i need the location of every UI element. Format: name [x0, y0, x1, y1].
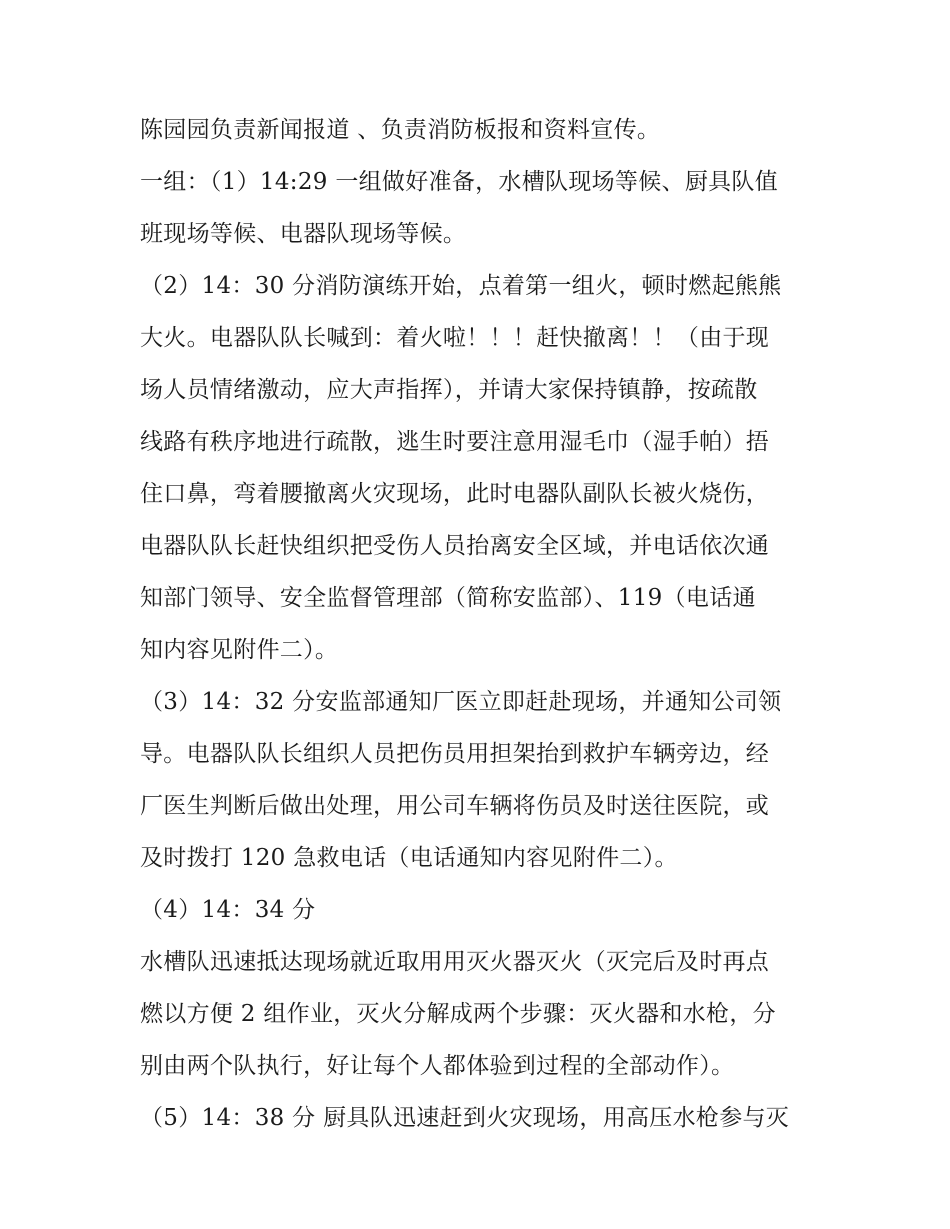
text-line: 电器队队长赶快组织把受伤人员抬离安全区域，并电话依次通	[140, 533, 770, 559]
text-line: 水槽队迅速抵达现场就近取用用灭火器灭火（灭完后及时再点	[140, 949, 770, 975]
text-line: （4）14：34 分	[140, 897, 316, 923]
text-line: （5）14：38 分 厨具队迅速赶到火灾现场，用高压水枪参与灭	[140, 1105, 790, 1131]
text-line: 别由两个队执行，好让每个人都体验到过程的全部动作）。	[140, 1053, 735, 1079]
text-line: 陈园园负责新闻报道 、负责消防板报和资料宣传。	[140, 117, 661, 143]
text-line: 燃以方便 2 组作业，灭火分解成两个步骤：灭火器和水枪，分	[140, 1001, 776, 1027]
text-line: 厂医生判断后做出处理，用公司车辆将伤员及时送往医院，或	[140, 793, 770, 819]
document-body	[140, 104, 820, 1144]
text-line: 住口鼻，弯着腰撤离火灾现场，此时电器队副队长被火烧伤，	[140, 481, 770, 507]
text-line: 线路有秩序地进行疏散，逃生时要注意用湿毛巾（湿手帕）捂	[140, 429, 770, 455]
text-line: 一组：（1）14:29 一组做好准备，水槽队现场等候、厨具队值	[140, 169, 779, 195]
text-line: 导。电器队队长组织人员把伤员用担架抬到救护车辆旁边，经	[140, 741, 770, 767]
text-line: 及时拨打 120 急救电话（电话通知内容见附件二）。	[140, 845, 678, 871]
text-line: 场人员情绪激动，应大声指挥），并请大家保持镇静，按疏散	[140, 377, 758, 403]
text-line: （2）14：30 分消防演练开始，点着第一组火，顿时燃起熊熊	[140, 273, 782, 299]
text-line: （3）14：32 分安监部通知厂医立即赶赴现场，并通知公司领	[140, 689, 782, 715]
text-line: 知内容见附件二）。	[140, 637, 339, 663]
text-line: 班现场等候、电器队现场等候。	[140, 221, 467, 247]
text-line: 大火。电器队队长喊到：着火啦！！！赶快撤离！！（由于现	[140, 325, 770, 351]
text-line: 知部门领导、安全监督管理部（简称安监部）、119（电话通	[140, 585, 756, 611]
